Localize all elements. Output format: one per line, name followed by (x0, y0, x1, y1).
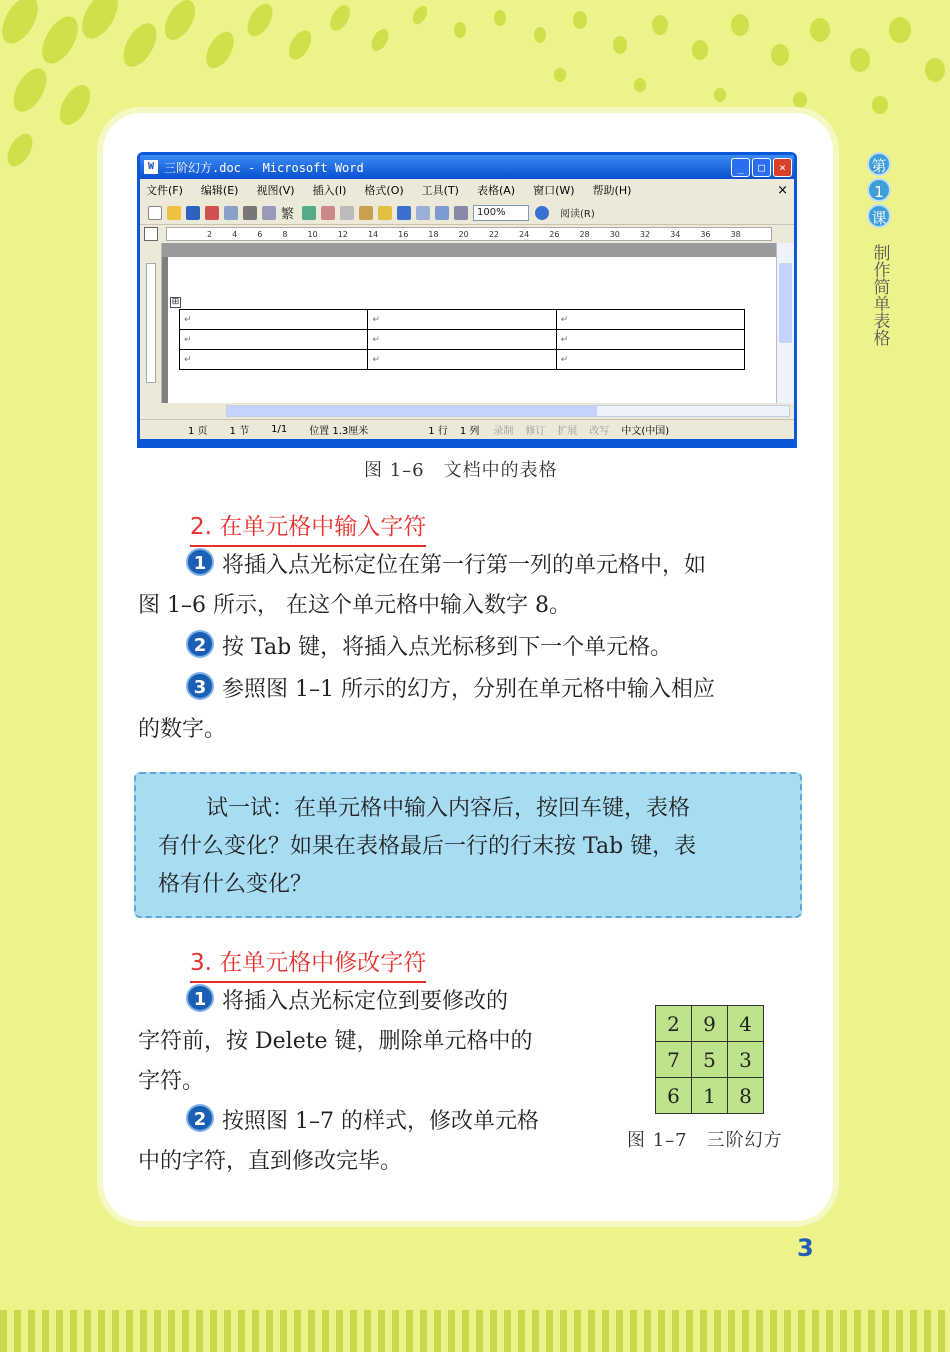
menu-table[interactable]: 表格(A) (476, 184, 516, 197)
magic-cell: 5 (692, 1042, 728, 1078)
section-heading: 2. 在单元格中输入字符 (190, 508, 426, 547)
table-row (656, 1042, 764, 1078)
document-area (140, 243, 794, 403)
format-painter-icon[interactable] (378, 206, 392, 220)
horizontal-scrollbar[interactable] (226, 405, 790, 417)
table-cell[interactable]: ↵ (368, 310, 556, 330)
bottom-stripe-band (0, 1310, 950, 1352)
ruler-tick: 38 (730, 229, 741, 239)
side-char: 第 (867, 152, 891, 176)
status-section: 1 节 (229, 426, 250, 437)
print-preview-icon[interactable] (262, 206, 276, 220)
step-paragraph (138, 982, 508, 1022)
status-position: 位置 1.3厘米 (309, 426, 369, 437)
vertical-ruler (140, 243, 162, 403)
side-char: 1 (867, 178, 891, 202)
ruler-tick: 18 (428, 229, 439, 239)
step-text-line: 的数字。 (138, 717, 227, 742)
ruler-tick: 30 (609, 229, 620, 239)
ruler-tick: 4 (232, 229, 238, 239)
step-paragraph (138, 546, 706, 586)
ruler-tick: 28 (579, 229, 590, 239)
cut-icon[interactable] (340, 206, 354, 220)
horizontal-scroll-row (140, 403, 794, 419)
step-number-badge: 1 (186, 984, 214, 1012)
table-cell[interactable]: ↵ (180, 350, 368, 370)
step-paragraph (138, 1102, 539, 1142)
magic-cell: 1 (692, 1078, 728, 1114)
ruler-tick: 32 (639, 229, 651, 239)
status-column: 1 列 (459, 426, 480, 437)
spelling-icon[interactable] (302, 206, 316, 220)
step-text: 按 Tab 键，将插入点光标移到下一个单元格。 (222, 635, 673, 660)
step-paragraph (138, 628, 672, 668)
document-table (179, 309, 745, 370)
tip-line: 试一试：在单元格中输入内容后，按回车键，表格 (206, 796, 691, 821)
ruler-tick: 34 (670, 229, 681, 239)
research-icon[interactable] (321, 206, 335, 220)
ruler-tick: 6 (257, 229, 263, 239)
paste-icon[interactable] (359, 206, 373, 220)
magic-cell: 4 (728, 1006, 764, 1042)
document-close-icon[interactable]: × (777, 182, 788, 198)
step-text-line: 字符。 (138, 1069, 205, 1094)
status-ovr[interactable]: 改写 (589, 426, 610, 437)
chapter-side-label (866, 152, 892, 351)
word-app-icon: W (144, 160, 158, 174)
tip-line: 有什么变化？如果在表格最后一行的行末按 Tab 键，表 (158, 834, 697, 859)
ruler-tick: 20 (458, 229, 469, 239)
document-page[interactable] (168, 257, 776, 403)
menu-tools[interactable]: 工具(T) (421, 184, 459, 197)
print-icon[interactable] (243, 206, 257, 220)
scroll-thumb[interactable] (227, 406, 597, 416)
menu-format[interactable]: 格式(O) (364, 184, 404, 197)
page-number: 3 (797, 1234, 814, 1262)
ruler-tick: 10 (307, 229, 318, 239)
status-rec[interactable]: 录制 (493, 426, 514, 437)
standard-toolbar (140, 201, 794, 225)
open-folder-icon[interactable] (167, 206, 181, 220)
step-text-line: 图 1–6 所示， 在这个单元格中输入数字 8。 (138, 593, 571, 618)
menu-insert[interactable]: 插入(I) (312, 184, 347, 197)
word-window (137, 152, 797, 448)
status-pages: 1/1 (271, 424, 288, 435)
window-title: 三阶幻方.doc - Microsoft Word (164, 160, 364, 175)
ruler-tick: 16 (398, 229, 409, 239)
ruler-tick: 14 (367, 229, 379, 239)
step-text-line: 字符前，按 Delete 键，删除单元格中的 (138, 1029, 533, 1054)
magic-cell: 9 (692, 1006, 728, 1042)
table-row (180, 350, 745, 370)
status-ext[interactable]: 扩展 (557, 426, 578, 437)
status-line: 1 行 (428, 426, 448, 437)
magic-cell: 8 (728, 1078, 764, 1114)
email-icon[interactable] (224, 206, 238, 220)
menu-window[interactable]: 窗口(W) (533, 184, 575, 197)
tip-line: 格有什么变化？ (158, 872, 313, 897)
section-heading: 3. 在单元格中修改字符 (190, 944, 426, 983)
menu-bar (140, 179, 794, 201)
step-number-badge: 3 (186, 672, 214, 700)
tab-selector[interactable] (144, 227, 158, 241)
status-bar (140, 419, 794, 439)
try-it-tip-box (134, 772, 802, 918)
table-cell[interactable]: ↵ (556, 310, 744, 330)
table-cell[interactable]: ↵ (368, 330, 556, 350)
magic-square-table (655, 1005, 764, 1114)
status-language: 中文(中国) (621, 426, 670, 437)
table-move-handle-icon[interactable]: ⊞ (171, 297, 180, 307)
magic-cell: 7 (656, 1042, 692, 1078)
vertical-scrollbar[interactable] (776, 243, 794, 403)
step-text: 将插入点光标定位在第一行第一列的单元格中，如 (222, 553, 707, 578)
zoom-select[interactable]: 100% (473, 205, 529, 221)
step-number-badge: 2 (186, 630, 214, 658)
step-text-line: 中的字符，直到修改完毕。 (138, 1149, 403, 1174)
horizontal-ruler[interactable] (166, 227, 772, 241)
table-row (656, 1006, 764, 1042)
help-icon[interactable] (535, 206, 549, 220)
magic-cell: 3 (728, 1042, 764, 1078)
columns-icon[interactable] (454, 206, 468, 220)
insert-table-icon[interactable] (435, 206, 449, 220)
lesson-title-vertical: 制作简单表格 (869, 244, 890, 346)
table-row (180, 310, 745, 330)
magic-cell: 6 (656, 1078, 692, 1114)
figure-caption: 图 1–6 文档中的表格 (364, 460, 558, 481)
step-number-badge: 2 (186, 1104, 214, 1132)
new-document-icon[interactable] (148, 206, 162, 220)
ruler-tick: 24 (519, 229, 530, 239)
menu-help[interactable]: 帮助(H) (592, 184, 632, 197)
save-icon[interactable] (186, 206, 200, 220)
ruler-tick: 26 (549, 229, 560, 239)
title-bar (140, 155, 794, 179)
side-char: 课 (867, 204, 891, 228)
step-number-badge: 1 (186, 548, 214, 576)
horizontal-ruler-row (140, 225, 794, 243)
traditional-chinese-icon[interactable]: 繁 (281, 207, 295, 222)
status-page: 1 页 (188, 426, 208, 437)
magic-cell: 2 (656, 1006, 692, 1042)
menu-edit[interactable]: 编辑(E) (200, 184, 239, 197)
table-row (656, 1078, 764, 1114)
status-trk[interactable]: 修订 (525, 426, 546, 437)
table-cell[interactable]: ↵ (556, 330, 744, 350)
step-text: 参照图 1–1 所示的幻方，分别在单元格中输入相应 (222, 677, 715, 702)
step-text: 将插入点光标定位到要修改的 (222, 989, 509, 1014)
table-cell[interactable]: ↵ (180, 310, 368, 330)
undo-icon[interactable] (397, 206, 411, 220)
menu-file[interactable]: 文件(F) (146, 184, 183, 197)
table-cell[interactable]: ↵ (368, 350, 556, 370)
close-button[interactable]: × (773, 158, 792, 177)
figure-caption: 图 1–7 三阶幻方 (627, 1130, 783, 1151)
minimize-button[interactable]: _ (731, 158, 750, 177)
ruler-tick: 2 (207, 229, 213, 239)
ruler-tick: 36 (700, 229, 711, 239)
page-viewport (162, 243, 776, 403)
table-cell[interactable]: ↵ (180, 330, 368, 350)
menu-view[interactable]: 视图(V) (256, 184, 295, 197)
scroll-thumb[interactable] (779, 263, 792, 343)
step-text: 按照图 1–7 的样式，修改单元格 (222, 1109, 539, 1134)
ruler-tick: 22 (488, 229, 499, 239)
read-mode-button[interactable]: 阅读(R) (560, 209, 595, 220)
permission-icon[interactable] (205, 206, 219, 220)
maximize-button[interactable]: □ (752, 158, 771, 177)
step-paragraph (138, 670, 715, 710)
ruler-tick: 8 (282, 229, 288, 239)
redo-icon[interactable] (416, 206, 430, 220)
table-cell[interactable]: ↵ (556, 350, 744, 370)
ruler-tick: 12 (337, 229, 348, 239)
table-row (180, 330, 745, 350)
